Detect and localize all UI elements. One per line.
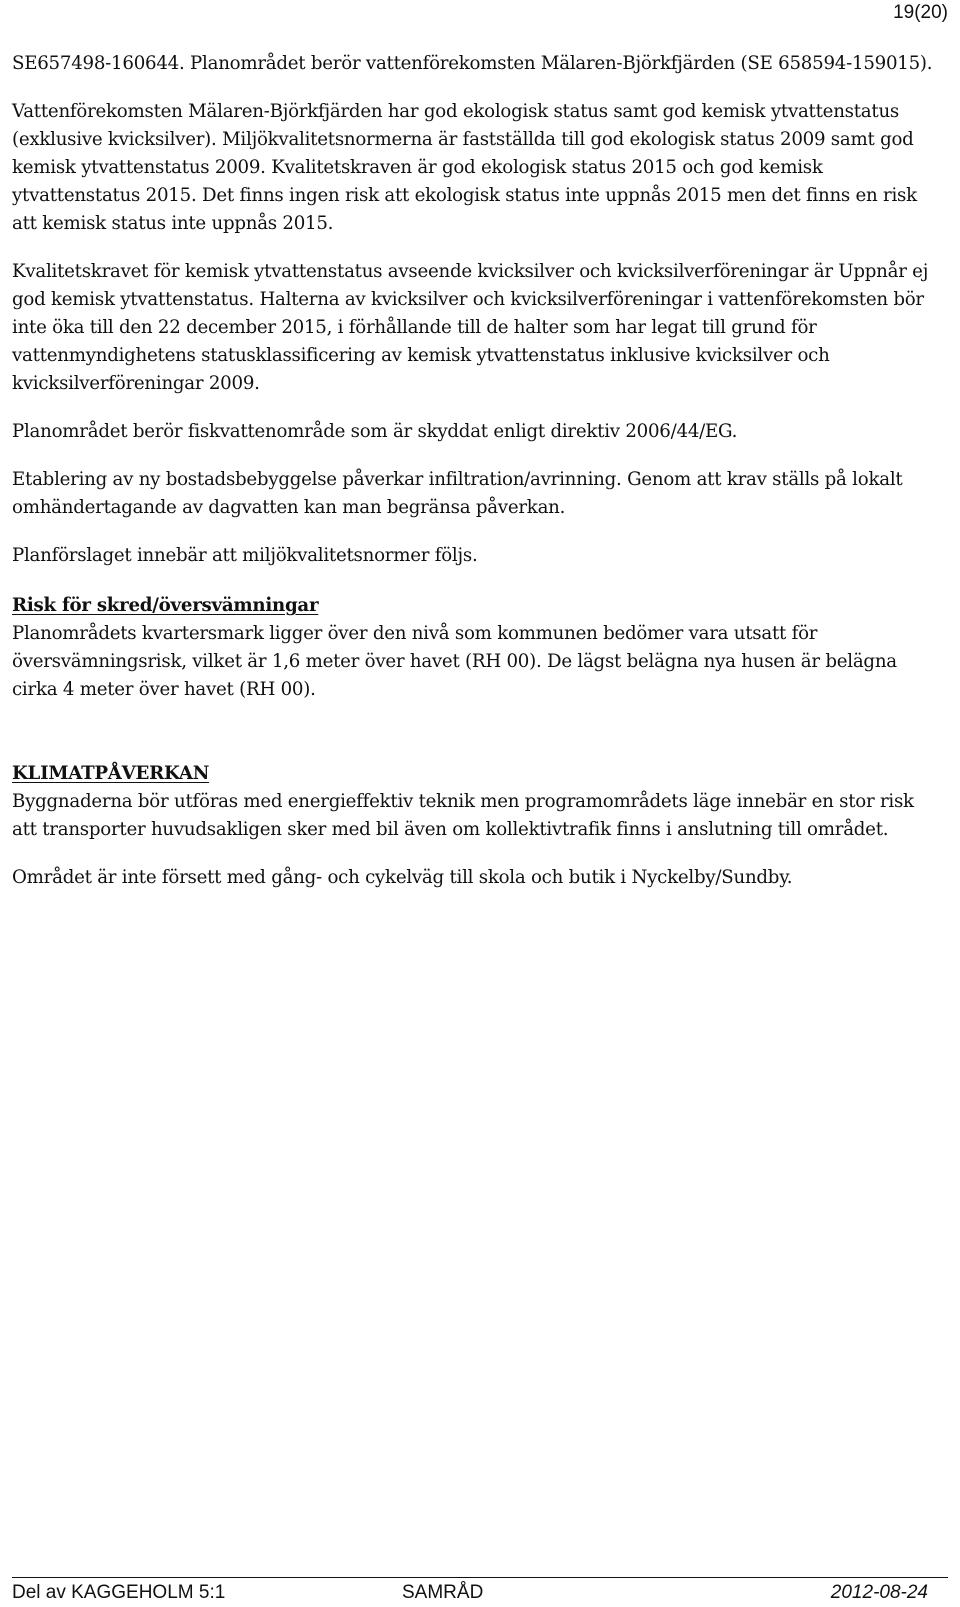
paragraph-fish-water: Planområdet berör fiskvattenområde som är skyddat enligt direktiv 2006/44/EG. [12,421,738,442]
paragraph-flood-risk: Planområdets kvartersmark ligger över den nivå som kommunen bedömer vara utsatt för översvämningsrisk, vilket är 1,6 meter över havet (RH 00). De lägst belägna nya husen är belägna cirka 4 meter över havet (RH 00). [12,623,897,700]
paragraph-walking-cycling: Området är inte försett med gång- och cykelväg till skola och butik i Nyckelby/Sundby. [12,867,793,888]
paragraph-water-body-reference: SE657498-160644. Planområdet berör vattenförekomsten Mälaren-Björkfjärden (SE 658594-159015). [12,53,933,74]
heading-landslide-flood-risk: Risk för skred/översvämningar [12,595,319,616]
heading-climate-impact: KLIMATPÅVERKAN [12,763,210,784]
paragraph-energy-transport: Byggnaderna bör utföras med energieffektiv teknik men programområdets läge innebär en stor risk att transporter huvudsakligen sker med bil även om kollektivtrafik finns i anslutning till området. [12,791,914,840]
footer-date: 2012-08-24 [830,1582,928,1603]
paragraph-water-status: Vattenförekomsten Mälaren-Björkfjärden har god ekologisk status samt god kemisk ytvattenstatus (exklusive kvicksilver). Miljökvalitetsnormerna är fastställda till god ekologisk status 2009 samt god kemisk ytvattenstatus 2009. Kvalitetskraven är god ekologisk status 2015 och god kemisk ytvattenstatus 2015. Det finns ingen risk att ekologisk status inte uppnås 2015 men det finns en risk att kemisk status inte uppnås 2015. [12,101,917,234]
paragraph-mercury-requirement: Kvalitetskravet för kemisk ytvattenstatus avseende kvicksilver och kvicksilverföreningar är Uppnår ej god kemisk ytvattenstatus. Halterna av kvicksilver och kvicksilverföreningar i vattenförekomsten bör inte öka till den 22 december 2015, i förhållande till de halter som har legat till grund för vattenmyndighetens statusklassificering av kemisk ytvattenstatus inklusive kvicksilver och kvicksilverföreningar 2009. [12,261,929,394]
page-number: 19(20) [893,2,948,23]
footer-stage: SAMRÅD [402,1582,484,1603]
paragraph-stormwater: Etablering av ny bostadsbebyggelse påverkar infiltration/avrinning. Genom att krav ställs på lokalt omhändertagande av dagvatten kan man begränsa påverkan. [12,469,903,518]
footer-divider [12,1577,948,1578]
document-body [12,50,942,912]
paragraph-environmental-norms: Planförslaget innebär att miljökvalitetsnormer följs. [12,545,478,566]
footer-property: Del av KAGGEHOLM 5:1 [12,1582,226,1603]
